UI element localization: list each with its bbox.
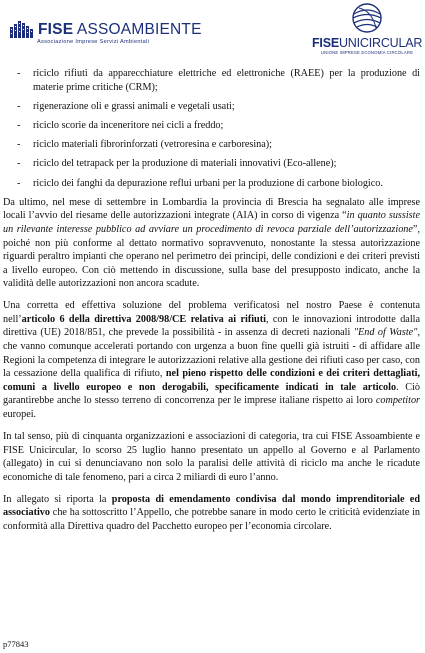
document-body <box>3 67 420 542</box>
list-item: - riciclo del tetrapack per la produzione di materiali innovativi (Eco-allene); <box>17 158 337 170</box>
fise-assoambiente-logo <box>9 21 202 45</box>
list-item: - rigenerazione oli e grassi animali e vegetali usati; <box>17 100 235 112</box>
paragraph-brescia: Da ultimo, nel mese di settembre in Lombardia la provincia di Brescia ha segnalato alle imprese locali l’avvio del riesame delle autorizzazioni integrate (AIA) in corso di vigenza “in quanto sussiste un rilevante interesse pubblico ad avviare un procedimento di revoca parziale dell’autorizzazione”, poiché non più conforme al dettato normativo sopravvenuto, nonostante la stessa autorizzazione riguardi peraltro impianti che operano nel perimetro dei principi, delle condizioni e dei criteri previsti a livello europeo. Con ciò mettendo in discussione, sulla base del presupposto indicato, anche la validità delle autorizzazioni non ancora scadute. <box>3 196 420 290</box>
logo-tagline: Associazione Imprese Servizi Ambientali <box>37 39 150 45</box>
logo-wordmark-right: FISEUNICIRCULAR <box>312 36 423 50</box>
list-item: - riciclo dei fanghi da depurazione reflui urbani per la produzione di carbone biologico. <box>17 177 383 189</box>
paragraph-solution: Una corretta ed effettiva soluzione del problema verificatosi nel nostro Paese è contenuta nell’articolo 6 della direttiva 2008/98/CE relativa ai rifiuti, con le innovazioni introdotte dalla direttiva (UE) 2018/851, che prevede la possibilità - in assenza di decreti nazionali "End of Waste", che vanno comunque accelerati portando con urgenza a buon fine quelli già istruiti - di affidare alle Regioni la competenza di integrare le autorizzazioni relative alla gestione dei rifiuti caso per caso, con la cessazione della qualifica di rifiuto, nel pieno rispetto delle condizioni e dei criteri dettagliati, comuni a livello europeo e non derogabili, specificamente indicati in tale articolo. Ciò garantirebbe anche lo stesso terreno di concorrenza per le imprese italiane rispetto ai loro competitor europei. <box>3 300 420 421</box>
logo-wordmark: FISE ASSOAMBIENTE <box>38 21 202 38</box>
fise-unicircular-logo <box>312 2 422 55</box>
recycling-list <box>3 67 420 190</box>
paragraph-appeal: In tal senso, più di cinquanta organizzazioni e associazioni di categoria, tra cui FISE Assoambiente e FISE Unicircular, lo scorso 25 luglio hanno presentato un appello al Governo e al Parlamento (allegato) in cui si denunciavano non solo la paralisi delle attività di riciclo ma anche le ricadute economiche di tale fenomeno, pari a circa 2 miliardi di euro l’anno. <box>3 431 420 483</box>
buildings-icon <box>9 21 35 39</box>
list-item: - riciclo rifiuti da apparecchiature elettriche ed elettroniche (RAEE) per la produzione di materie prime critiche (CRM); <box>17 68 420 93</box>
logo-tagline-right: UNIONE IMPRESE ECONOMIA CIRCOLARE <box>320 50 414 55</box>
paragraph-amendment: In allegato si riporta la proposta di emendamento condivisa dal mondo imprenditoriale ed associativo che ha sottoscritto l’Appello, che potrebbe sanare in modo certo le criticità evidenziate in conformità alla Direttiva quadro del Pacchetto europeo per l’economia circolare. <box>3 493 420 532</box>
document-code: p77843 <box>3 639 29 649</box>
list-item: - riciclo materiali fibrorinforzati (vetroresina e carboresina); <box>17 139 273 151</box>
list-item: - riciclo scorie da inceneritore nei cicli a freddo; <box>17 119 224 131</box>
page-header <box>0 0 425 60</box>
globe-icon <box>350 2 384 34</box>
